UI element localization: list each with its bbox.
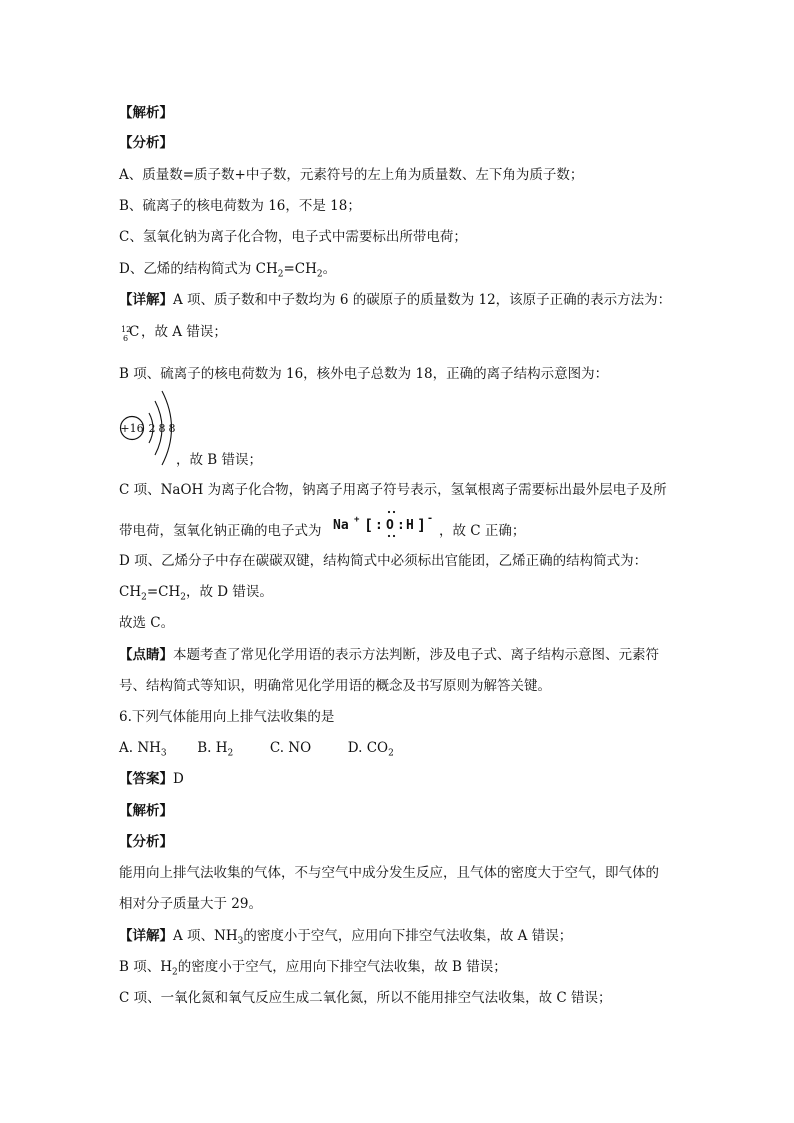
paragraph-line: 相对分子质量大于 29。 bbox=[119, 896, 262, 912]
paragraph-line: C 项、一氧化氮和氧气反应生成二氧化氮，所以不能用排空气法收集，故 C 错误； bbox=[119, 990, 612, 1006]
electron-dot bbox=[393, 511, 395, 513]
paragraph-line: 【详解】A 项、质子数和中子数均为 6 的碳原子的质量数为 12，该原子正确的表示方法为： bbox=[119, 292, 672, 308]
paragraph-line: D 项、乙烯分子中存在碳碳双键，结构简式中必须标出官能团，乙烯正确的结构简式为： bbox=[119, 553, 648, 569]
shell-electron-count: 8 bbox=[168, 422, 176, 435]
carbon-nuclide-notation: 12 6 C bbox=[121, 324, 140, 343]
paragraph-line: 能用向上排气法收集的气体，不与空气中成分发生反应，且气体的密度大于空气，即气体的 bbox=[119, 865, 659, 881]
electron-dot bbox=[388, 511, 390, 513]
paragraph-line: C 项、NaOH 为离子化合物，钠离子用离子符号表示，氢氧根离子需要标出最外层电子及所 bbox=[119, 482, 667, 498]
paragraph-line: B 项、硫离子的核电荷数为 16，核外电子总数为 18，正确的离子结构示意图为： bbox=[119, 366, 609, 382]
paragraph-line: 故选 C。 bbox=[119, 615, 175, 631]
close-bracket: ] bbox=[417, 516, 427, 534]
paragraph-line: 【点睛】本题考查了常见化学用语的表示方法判断，涉及电子式、离子结构示意图、元素符 bbox=[119, 647, 659, 663]
electron-dot bbox=[393, 535, 395, 537]
section-breakdown-header: 【分析】 bbox=[119, 135, 173, 151]
paragraph-line: D、乙烯的结构简式为 $CH_2=CH_2$。 bbox=[119, 261, 337, 280]
paragraph-line: C、氢氧化钠为离子化合物，电子式中需要标出所带电荷； bbox=[119, 229, 467, 245]
paragraph-line: 【详解】A 项、$NH_3$的密度小于空气，应用向下排空气法收集，故 A 错误； bbox=[119, 928, 573, 947]
question-stem: 6.下列气体能用向上排气法收集的是 bbox=[119, 709, 335, 725]
paragraph-line: 12 6 C ，故 A 错误； bbox=[121, 324, 227, 343]
paragraph-line: $CH_2=CH_2$，故 D 错误。 bbox=[119, 584, 273, 603]
paragraph-line: ，故 C 正确； bbox=[439, 523, 526, 539]
right-electron-pair: : bbox=[397, 518, 405, 533]
paragraph-line: 号、结构简式等知识，明确常见化学用语的概念及书写原则为解答关键。 bbox=[119, 678, 551, 694]
section-breakdown-header: 【分析】 bbox=[119, 834, 173, 850]
paragraph-line: B、硫离子的核电荷数为 16，不是 18； bbox=[119, 198, 361, 214]
shell-electron-count: 8 bbox=[158, 422, 166, 435]
answer-line: 【答案】D bbox=[119, 771, 184, 787]
hydrogen-symbol: H bbox=[406, 518, 414, 533]
sodium-charge: + bbox=[354, 515, 360, 525]
left-electron-pair: : bbox=[375, 518, 383, 533]
electron-dot bbox=[388, 535, 390, 537]
nucleus-charge-label: +16 bbox=[120, 422, 144, 435]
paragraph-line: A、质量数=质子数+中子数，元素符号的左上角为质量数、左下角为质子数； bbox=[119, 167, 584, 183]
oxygen-symbol: O bbox=[386, 518, 394, 533]
open-bracket: [ bbox=[364, 516, 374, 534]
option-c: C. NO bbox=[269, 740, 312, 756]
section-analysis-header: 【解析】 bbox=[119, 803, 173, 819]
paragraph-line: B 项、$H_2$的密度小于空气，应用向下排空气法收集，故 B 错误； bbox=[119, 959, 507, 978]
sodium-hydroxide-electron-formula bbox=[333, 508, 443, 544]
shell-electron-count: 2 bbox=[148, 422, 156, 435]
option-b: B. $H_2$ bbox=[197, 740, 234, 759]
paragraph-line: 带电荷，氢氧化钠正确的电子式为 bbox=[119, 523, 322, 539]
answer-options bbox=[119, 738, 394, 758]
sodium-symbol: Na bbox=[333, 518, 349, 533]
section-analysis-header: 【解析】 bbox=[119, 105, 173, 121]
paragraph-line: ，故 B 错误； bbox=[176, 452, 263, 468]
hydroxide-charge: - bbox=[427, 513, 434, 524]
option-d: D. $CO_2$ bbox=[347, 740, 394, 759]
option-a: A. $NH_3$ bbox=[119, 740, 167, 759]
